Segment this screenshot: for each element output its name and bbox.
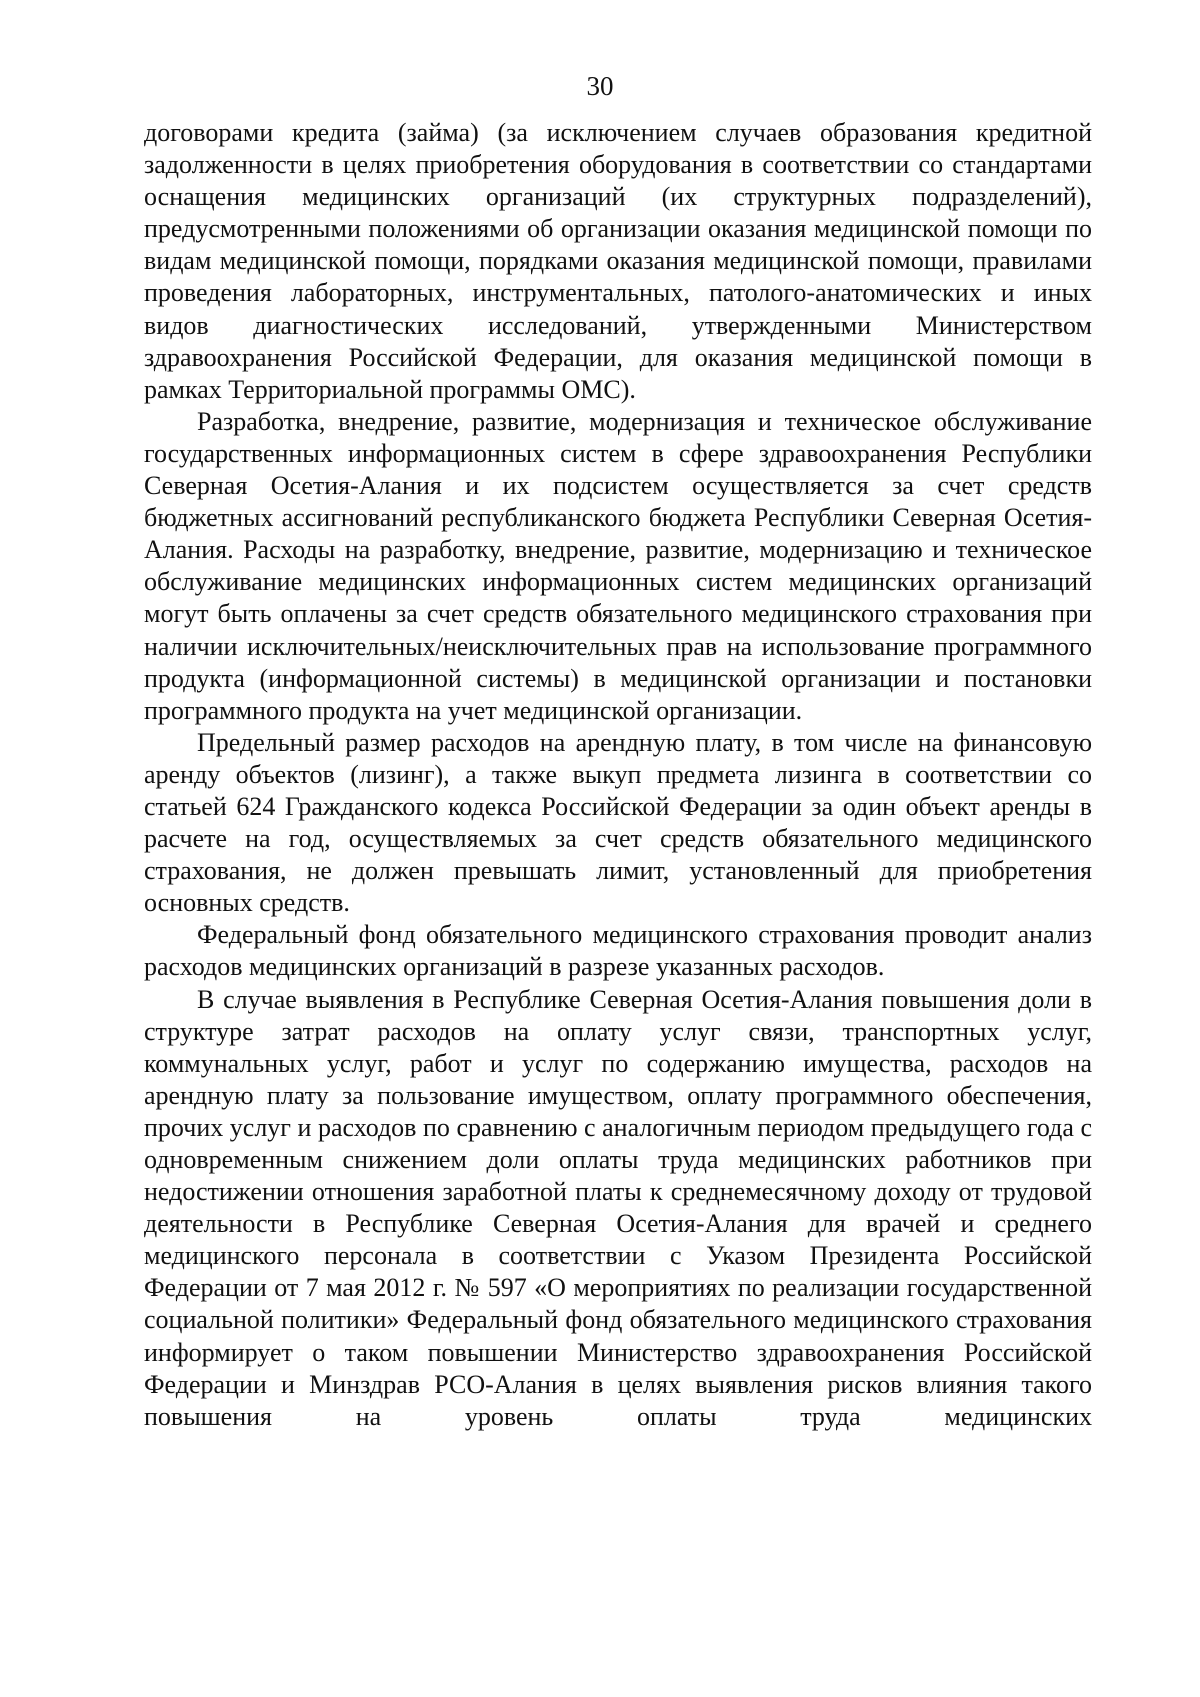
- paragraph-information-systems: Разработка, внедрение, развитие, модернизация и техническое обслуживание государственных информационных систем в сфере здравоохранения Республики Северная Осетия-Алания и их подсистем осуществляется за счет средств бюджетных ассигнований республиканского бюджета Республики Северная Осетия-Алания. Расходы на разработку, внедрение, развитие, модернизацию и техническое обслуживание медицинских информационных систем медицинских организаций могут быть оплачены за счет средств обязательного медицинского страхования при наличии исключительных/неисключительных прав на использование программного продукта (информационной системы) в медицинской организации и постановки программного продукта на учет медицинской организации.: [144, 406, 1092, 725]
- paragraph-cost-increase: В случае выявления в Республике Северная Осетия-Алания повышения доли в структуре затрат расходов на оплату услуг связи, транспортных услуг, коммунальных услуг, работ и услуг по содержанию имущества, расходов на арендную плату за пользование имуществом, оплату программного обеспечения, прочих услуг и расходов по сравнению с аналогичным периодом предыдущего года с одновременным снижением доли оплаты труда медицинских работников при недостижении отношения заработной платы к среднемесячному доходу от трудовой деятельности в Республике Северная Осетия-Алания для врачей и среднего медицинского персонала в соответствии с Указом Президента Российской Федерации от 7 мая 2012 г. № 597 «О мероприятиях по реализации государственной социальной политики» Федеральный фонд обязательного медицинского страхования информирует о таком повышении Министерство здравоохранения Российской Федерации и Минздрав РСО-Алания в целях выявления рисков влияния такого повышения на уровень оплаты труда медицинских: [144, 984, 1092, 1431]
- paragraph-fund-analysis: Федеральный фонд обязательного медицинского страхования проводит анализ расходов медицинских организаций в разрезе указанных расходов.: [144, 920, 1092, 982]
- page-number: 30: [586, 71, 614, 101]
- paragraph-rent-limit: Предельный размер расходов на арендную плату, в том числе на финансовую аренду объектов (лизинг), а также выкуп предмета лизинга в соответствии со статьей 624 Гражданского кодекса Российской Федерации за один объект аренды в расчете на год, осуществляемых за счет средств обязательного медицинского страхования, не должен превышать лимит, установленный для приобретения основных средств.: [144, 727, 1092, 918]
- paragraph-continuation: договорами кредита (займа) (за исключением случаев образования кредитной задолженности в целях приобретения оборудования в соответствии со стандартами оснащения медицинских организаций (их структурных подразделений), предусмотренными положениями об организации оказания медицинской помощи по видам медицинской помощи, порядками оказания медицинской помощи, правилами проведения лабораторных, инструментальных, патолого-анатомических и иных видов диагностических исследований, утвержденными Министерством здравоохранения Российской Федерации, для оказания медицинской помощи в рамках Территориальной программы ОМС).: [144, 118, 1092, 404]
- document-body: [144, 117, 1092, 1433]
